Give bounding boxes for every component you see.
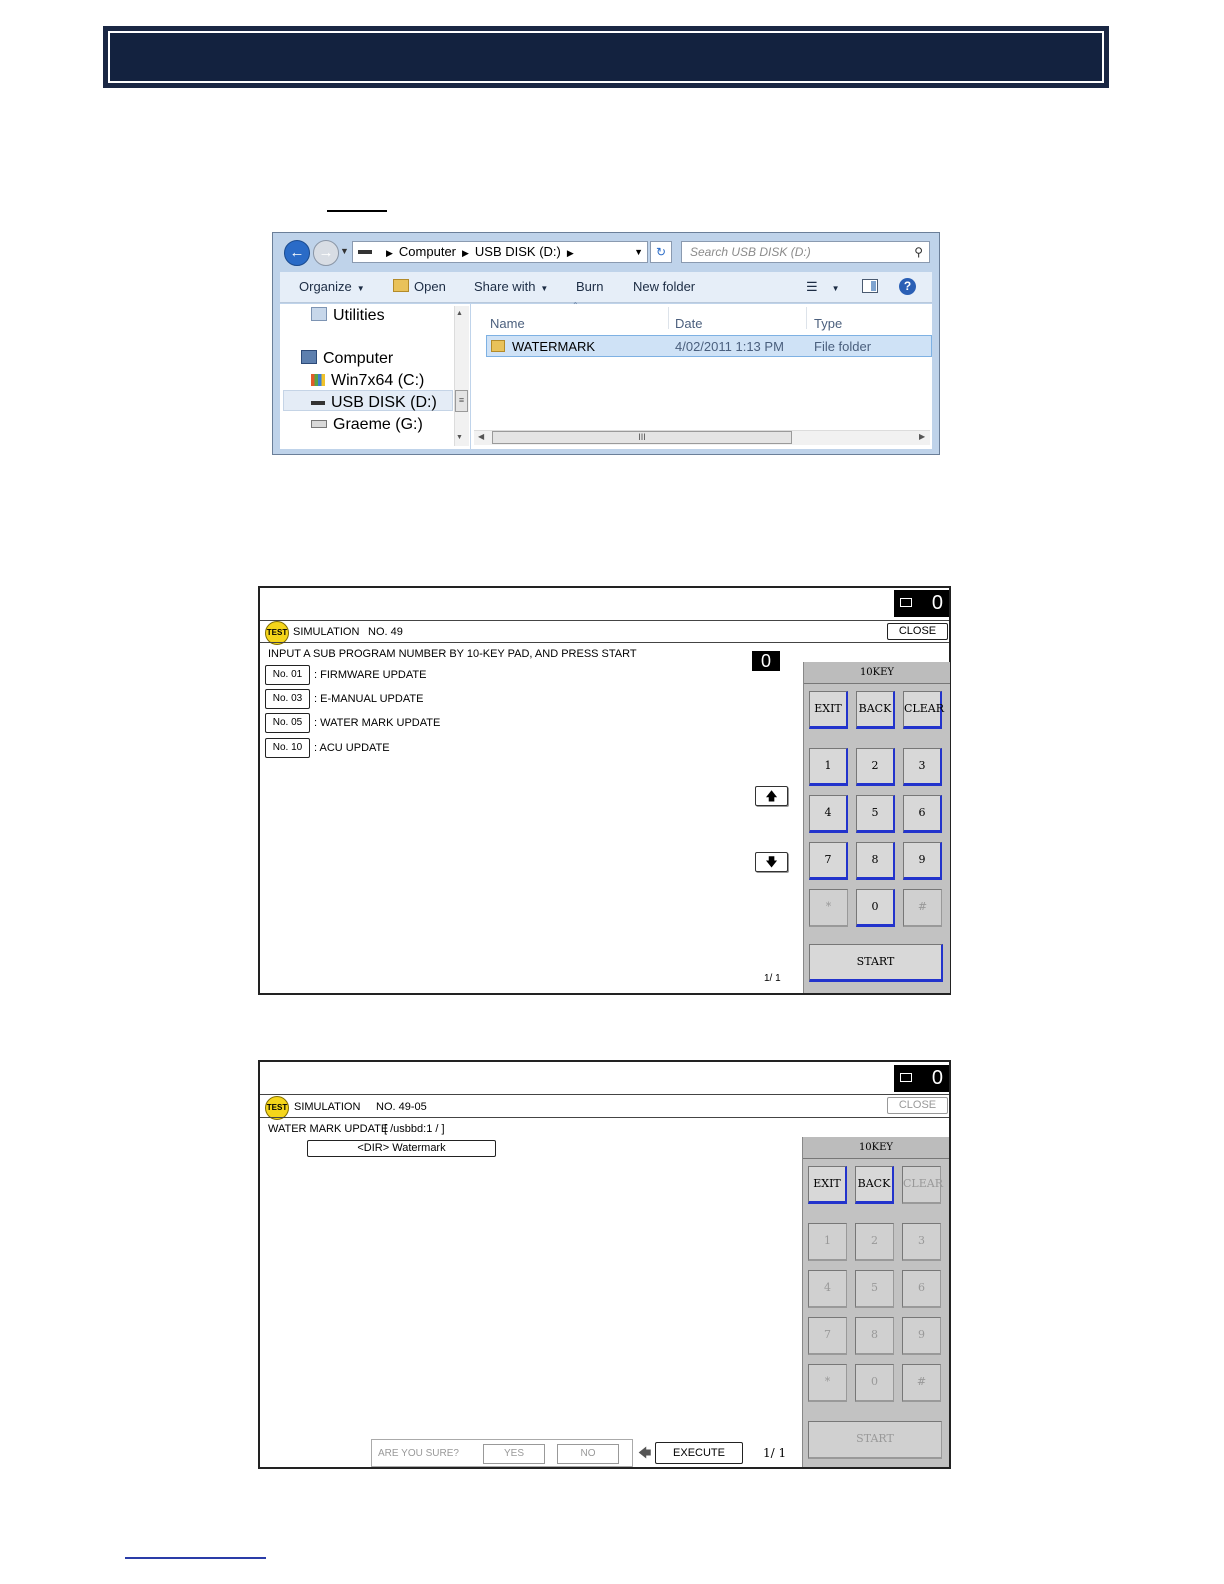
nav-item-graeme[interactable] <box>311 416 423 434</box>
close-button: CLOSE <box>887 1097 948 1114</box>
nav-scrollbar[interactable] <box>454 306 469 446</box>
column-header-name[interactable]: Name <box>490 316 525 331</box>
key-3[interactable]: 3 <box>903 748 942 786</box>
address-dropdown-icon[interactable]: ▼ <box>634 247 643 257</box>
nav-item-computer[interactable] <box>301 350 393 368</box>
recent-pages-dropdown-icon[interactable]: ▼ <box>340 246 349 256</box>
keypad-title: 10KEY <box>803 1137 949 1159</box>
nav-scroll-thumb[interactable]: ≡ <box>455 390 468 412</box>
key-2: 2 <box>855 1223 894 1261</box>
scroll-down-icon[interactable]: ▼ <box>456 434 463 441</box>
program-label: : ACU UPDATE <box>314 742 390 754</box>
key-0: 0 <box>855 1364 894 1402</box>
address-bar[interactable] <box>352 241 648 263</box>
key-4: 4 <box>808 1270 847 1308</box>
clear-key[interactable]: CLEAR <box>903 691 942 729</box>
sort-ascending-icon: ⌃ <box>572 301 579 310</box>
search-placeholder: Search USB DISK (D:) <box>690 245 811 259</box>
confirm-dialog <box>371 1439 633 1467</box>
copy-counter-value: 0 <box>931 1067 943 1089</box>
scroll-left-icon[interactable]: ◀ <box>478 432 485 441</box>
open-button[interactable] <box>393 279 446 294</box>
clear-key: CLEAR <box>902 1166 941 1204</box>
column-divider[interactable] <box>806 307 807 329</box>
refresh-icon[interactable]: ↻ <box>650 241 672 263</box>
copy-counter-value: 0 <box>931 592 943 614</box>
key-1[interactable]: 1 <box>809 748 848 786</box>
program-label: : WATER MARK UPDATE <box>314 717 441 729</box>
drive-icon <box>358 250 372 254</box>
program-label: : FIRMWARE UPDATE <box>314 669 427 681</box>
test-badge: TEST <box>265 621 289 645</box>
exit-key[interactable]: EXIT <box>809 691 848 729</box>
breadcrumb-arrow-icon: ▶ <box>566 248 574 258</box>
dir-watermark-button[interactable]: <DIR> Watermark <box>307 1140 496 1157</box>
exit-key[interactable]: EXIT <box>808 1166 847 1204</box>
scroll-right-icon[interactable]: ▶ <box>919 432 926 441</box>
key-9[interactable]: 9 <box>903 842 942 880</box>
chevron-down-icon: ▼ <box>356 284 365 293</box>
close-button[interactable]: CLOSE <box>887 623 948 640</box>
page-indicator: 1/ 1 <box>764 973 781 984</box>
breadcrumb-arrow-icon: ▶ <box>462 248 469 258</box>
chevron-down-icon: ▼ <box>831 284 840 293</box>
path-label: WATER MARK UPDATE <box>268 1123 389 1135</box>
computer-icon <box>301 350 317 364</box>
organize-label: Organize <box>299 279 352 294</box>
file-name: WATERMARK <box>512 339 596 354</box>
ten-key-pad <box>802 1137 949 1467</box>
nav-label: Graeme (G:) <box>333 416 423 433</box>
key-3: 3 <box>902 1223 941 1261</box>
back-button[interactable]: ← <box>284 240 310 266</box>
library-icon <box>311 307 327 321</box>
printer-icon <box>900 598 912 607</box>
nav-label: Win7x64 (C:) <box>331 372 425 389</box>
sub-program-input[interactable]: 0 <box>752 651 780 671</box>
share-with-label: Share with <box>474 279 536 294</box>
windows-drive-icon <box>311 374 325 386</box>
key-hash: # <box>903 889 942 927</box>
scroll-down-button[interactable]: 🡇 <box>755 852 788 872</box>
sim-number: NO. 49-05 <box>376 1101 427 1113</box>
key-hash: # <box>902 1364 941 1402</box>
execute-button[interactable]: EXECUTE <box>655 1442 743 1464</box>
nav-item-utilities[interactable] <box>311 307 385 325</box>
current-path: [ /usbbd:1 / ] <box>384 1123 445 1135</box>
key-6: 6 <box>902 1270 941 1308</box>
copy-counter <box>894 590 949 617</box>
network-drive-icon <box>311 420 327 428</box>
organize-button[interactable] <box>299 279 365 294</box>
column-divider[interactable] <box>668 307 669 329</box>
search-icon[interactable]: ⚲ <box>914 245 923 259</box>
sim-number: NO. 49 <box>368 626 403 638</box>
key-star: * <box>809 889 848 927</box>
nav-label: USB DISK (D:) <box>331 394 437 411</box>
divider <box>260 620 949 621</box>
back-key[interactable]: BACK <box>855 1166 894 1204</box>
divider <box>260 1094 949 1095</box>
new-folder-button[interactable]: New folder <box>633 279 696 294</box>
sim-title: SIMULATION <box>294 1101 361 1113</box>
key-6[interactable]: 6 <box>903 795 942 833</box>
instruction-text: INPUT A SUB PROGRAM NUMBER BY 10-KEY PAD, AND PRESS START <box>268 648 637 660</box>
folder-icon <box>491 340 505 352</box>
start-key[interactable]: START <box>809 944 943 982</box>
open-label: Open <box>414 279 446 294</box>
nav-label: Utilities <box>333 307 385 324</box>
arrow-left-icon: 🡄 <box>638 1445 652 1460</box>
scroll-up-icon[interactable]: ▲ <box>456 310 463 317</box>
key-0[interactable]: 0 <box>856 889 895 927</box>
command-bar <box>280 272 932 303</box>
nav-item-win7[interactable] <box>311 372 424 390</box>
underline-mark <box>327 210 387 212</box>
file-type: File folder <box>814 339 872 354</box>
program-no-03-button[interactable]: No. 03 <box>265 689 310 709</box>
help-icon[interactable]: ? <box>899 278 916 295</box>
sub-program-list <box>259 664 799 764</box>
program-no-05-button[interactable]: No. 05 <box>265 713 310 733</box>
start-key: START <box>808 1421 942 1459</box>
scroll-up-button[interactable]: 🡅 <box>755 786 788 806</box>
key-5: 5 <box>855 1270 894 1308</box>
printer-icon <box>900 1073 912 1082</box>
program-no-10-button[interactable]: No. 10 <box>265 738 310 758</box>
page-indicator: 1/ 1 <box>763 1446 787 1460</box>
usb-drive-icon <box>311 401 325 405</box>
column-header-date[interactable]: Date <box>675 316 703 331</box>
test-badge: TEST <box>265 1096 289 1120</box>
program-label: : E-MANUAL UPDATE <box>314 693 424 705</box>
breadcrumb-computer[interactable]: Computer <box>398 244 456 259</box>
forward-button[interactable]: → <box>313 240 339 266</box>
column-header-type[interactable]: Type <box>814 316 843 331</box>
file-date: 4/02/2011 1:13 PM <box>675 339 784 354</box>
view-list-icon: ☰ <box>806 279 818 294</box>
key-2[interactable]: 2 <box>856 748 895 786</box>
key-1: 1 <box>808 1223 847 1261</box>
key-8: 8 <box>855 1317 894 1355</box>
file-list-hscroll-thumb[interactable]: III <box>492 431 792 444</box>
search-input[interactable] <box>681 241 930 263</box>
key-7[interactable]: 7 <box>809 842 848 880</box>
key-star: * <box>808 1364 847 1402</box>
yes-button: YES <box>483 1444 545 1464</box>
footer-link-underline <box>125 1557 266 1559</box>
program-no-01-button[interactable]: No. 01 <box>265 665 310 685</box>
divider <box>260 1117 949 1118</box>
key-5[interactable]: 5 <box>856 795 895 833</box>
key-4[interactable]: 4 <box>809 795 848 833</box>
folder-open-icon <box>393 279 409 292</box>
breadcrumb-usb-disk[interactable]: USB DISK (D:) <box>474 244 561 259</box>
confirm-question: ARE YOU SURE? <box>378 1448 459 1459</box>
copy-counter <box>894 1065 949 1092</box>
keypad-title: 10KEY <box>804 662 950 684</box>
burn-button[interactable]: Burn <box>576 279 604 294</box>
key-7: 7 <box>808 1317 847 1355</box>
sim-title: SIMULATION <box>293 626 360 638</box>
divider <box>260 642 949 643</box>
header-banner-inner <box>108 31 1104 83</box>
nav-label: Computer <box>323 350 394 367</box>
breadcrumb-arrow-icon: ▶ <box>386 248 393 258</box>
ten-key-pad <box>803 662 950 993</box>
view-options-button[interactable] <box>806 279 840 295</box>
back-key[interactable]: BACK <box>856 691 895 729</box>
share-with-button[interactable] <box>474 279 548 294</box>
key-8[interactable]: 8 <box>856 842 895 880</box>
chevron-down-icon: ▼ <box>540 284 549 293</box>
key-9: 9 <box>902 1317 941 1355</box>
nav-item-usb-disk[interactable] <box>311 394 437 412</box>
preview-pane-icon[interactable] <box>862 279 878 293</box>
no-button: NO <box>557 1444 619 1464</box>
